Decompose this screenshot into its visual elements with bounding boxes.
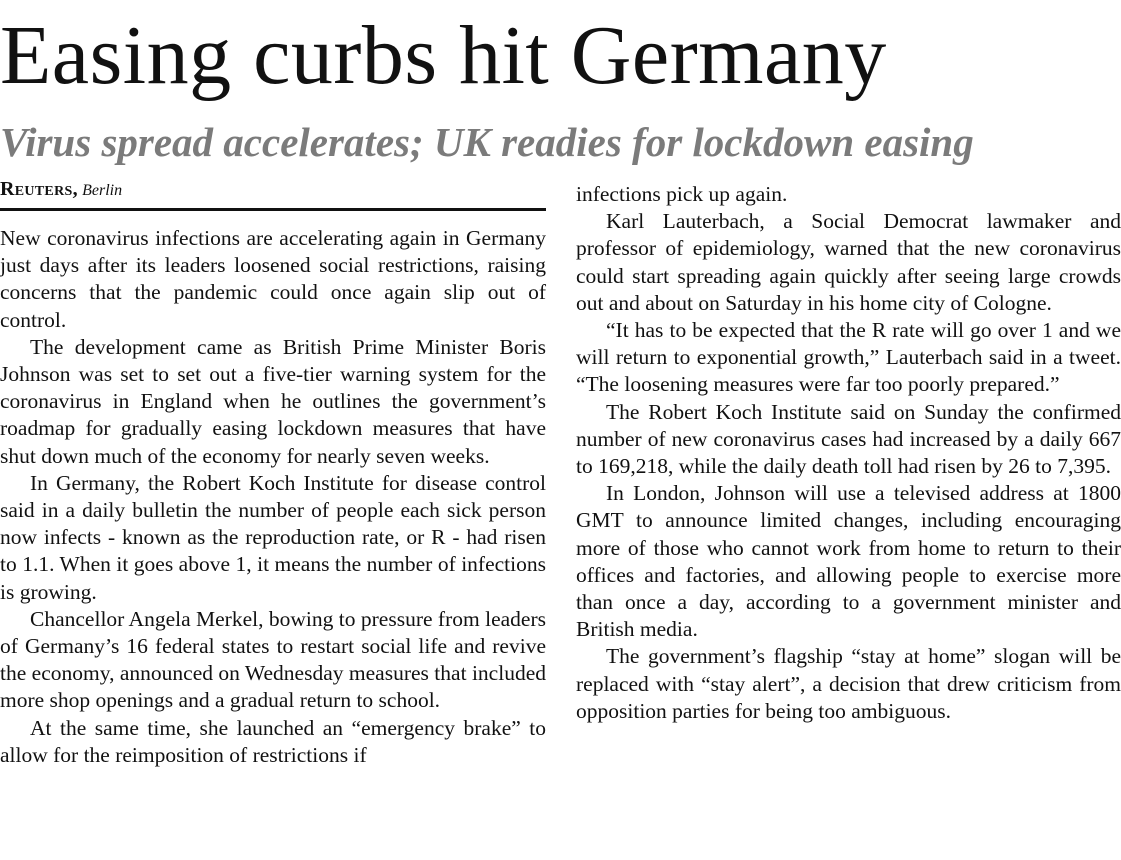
paragraph: Karl Lauterbach, a Social Democrat lawmaker and professor of epidemiology, warned that the new coronavirus could start spreading again quickly after seeing large crowds out and about on Saturday in his home city of Cologne.: [576, 209, 1121, 315]
byline-dateline: Berlin: [82, 182, 123, 199]
paragraph: In London, Johnson will use a televised address at 1800 GMT to announce limited changes, including encouraging more of those who cannot work from home to return to their offices and factories, and allowing people to exercise more than once a day, according to a government minister and British media.: [576, 481, 1121, 642]
paragraph: The development came as British Prime Minister Boris Johnson was set to set out a five-tier warning system for the coronavirus in England when he outlines the government’s roadmap for gradually easing lockdown measures that have shut down much of the economy for nearly seven weeks.: [0, 334, 546, 468]
byline: [0, 177, 122, 203]
article-column-left: [0, 225, 546, 769]
subheadline: Virus spread accelerates; UK readies for lockdown easing: [0, 119, 974, 165]
paragraph: New coronavirus infections are accelerating again in Germany just days after its leaders loosened social restrictions, raising concerns that the pandemic could once again slip out of control.: [0, 226, 546, 332]
paragraph: The Robert Koch Institute said on Sunday the confirmed number of new coronavirus cases had increased by a daily 667 to 169,218, while the daily death toll had risen by 26 to 7,395.: [576, 399, 1121, 479]
byline-divider: [0, 208, 546, 211]
article-column-right: [576, 181, 1121, 725]
paragraph: “It has to be expected that the R rate will go over 1 and we will return to exponential growth,” Lauterbach said in a tweet. “The loosening measures were far too poorly prepared.”: [576, 318, 1121, 397]
paragraph: At the same time, she launched an “emergency brake” to allow for the reimposition of restrictions if: [0, 715, 546, 767]
paragraph: In Germany, the Robert Koch Institute for disease control said in a daily bulletin the number of people each sick person now infects - known as the reproduction rate, or R - had risen to 1.1. When it goes above 1, it means the number of infections is growing.: [0, 470, 546, 604]
paragraph-continuation: infections pick up again.: [576, 182, 788, 206]
paragraph: Chancellor Angela Merkel, bowing to pressure from leaders of Germany’s 16 federal states to restart social life and revive the economy, announced on Wednesday measures that included more shop openings and a gradual return to school.: [0, 606, 546, 713]
paragraph: The government’s flagship “stay at home” slogan will be replaced with “stay alert”, a decision that drew criticism from opposition parties for being too ambiguous.: [576, 644, 1121, 723]
byline-agency: Reuters,: [0, 178, 78, 200]
headline: Easing curbs hit Germany: [0, 9, 887, 102]
